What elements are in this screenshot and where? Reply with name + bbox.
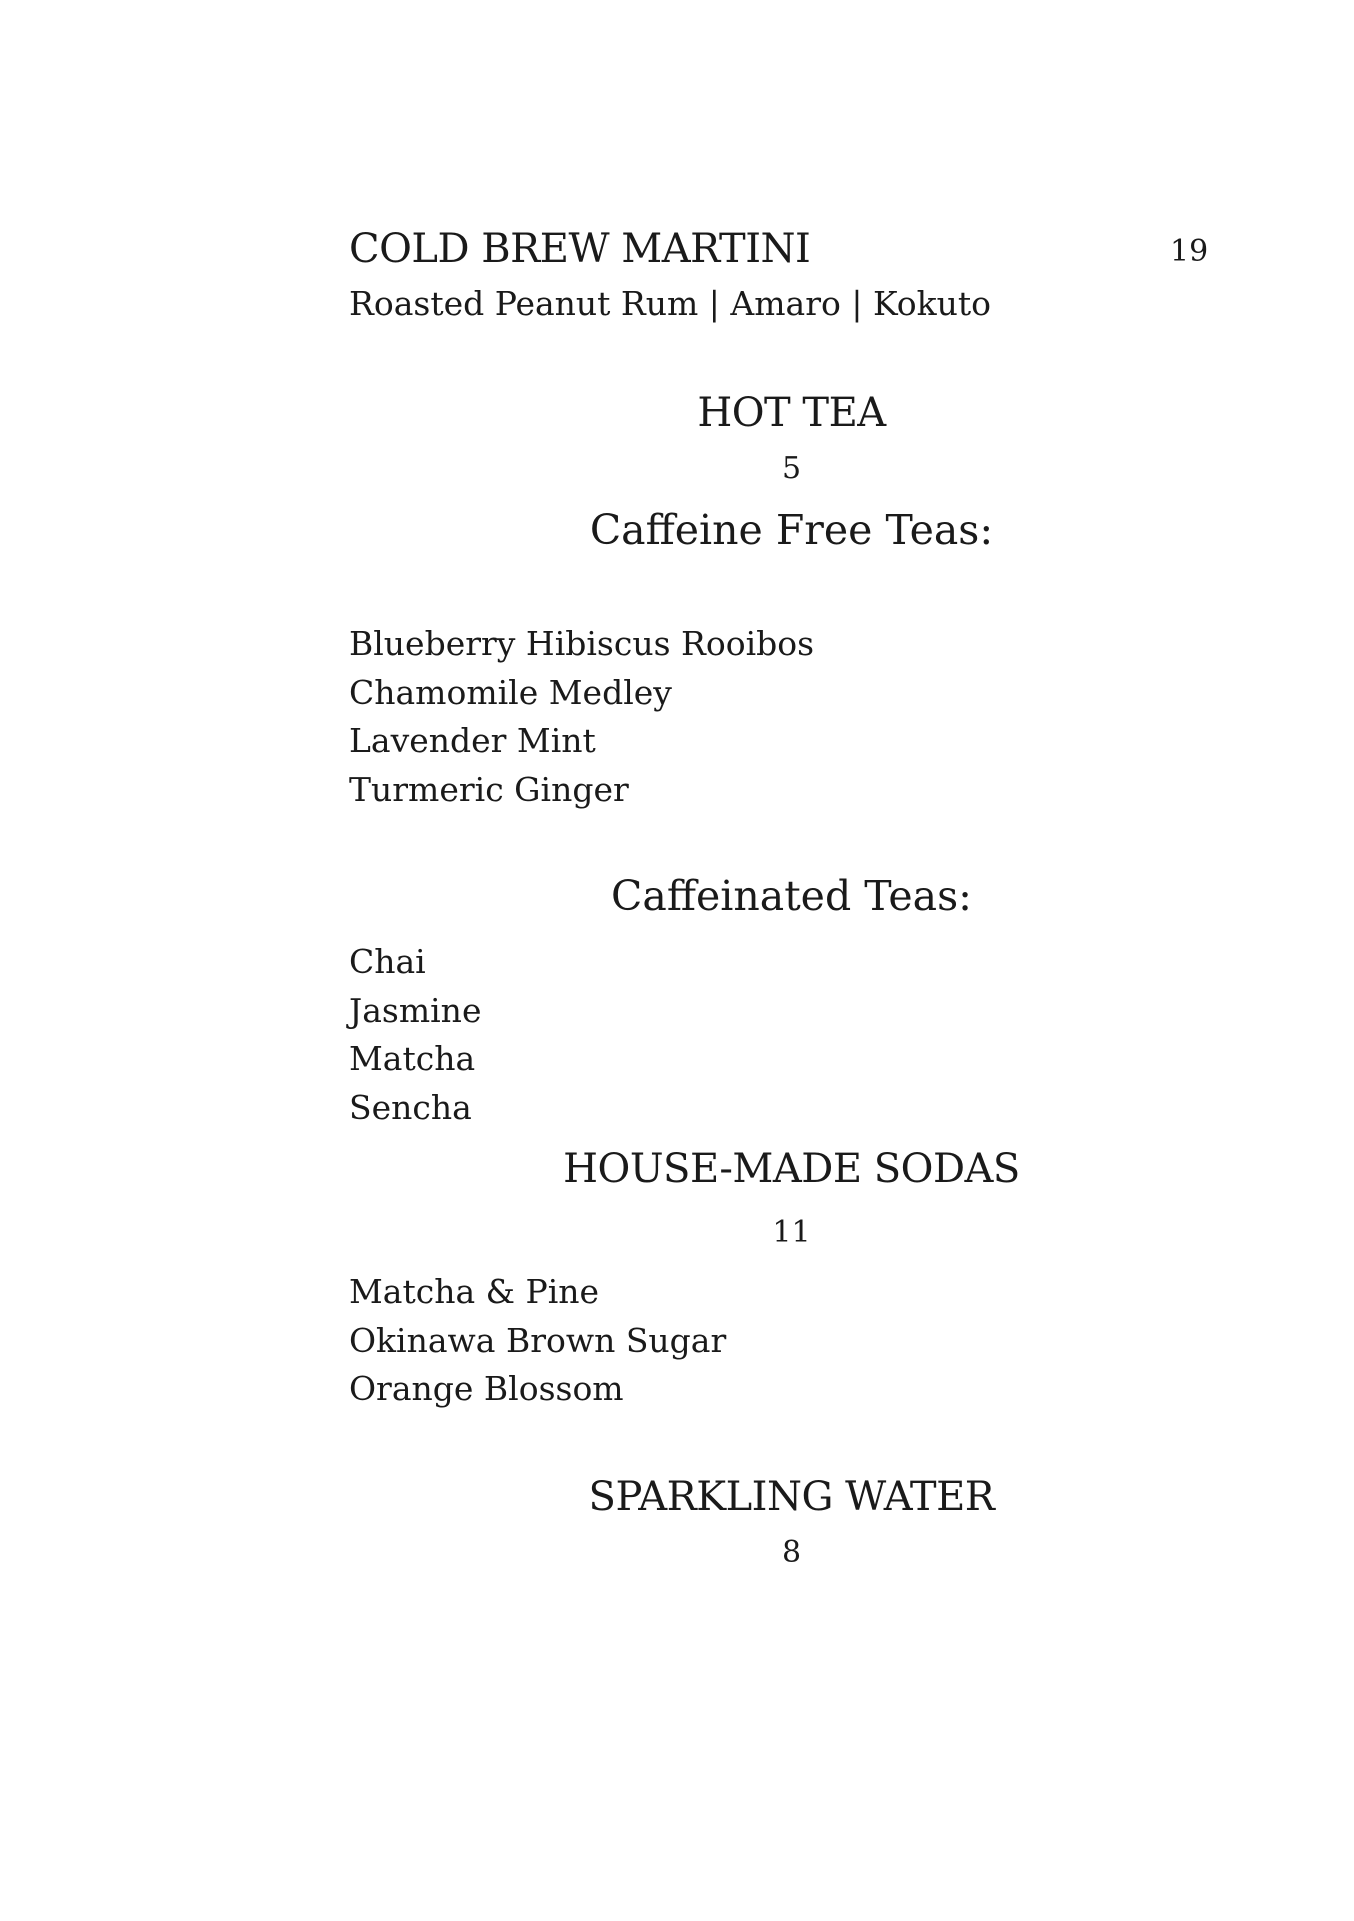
sparkling-price: 8: [781, 1535, 802, 1570]
martini-title: COLD BREW MARTINI: [349, 226, 811, 272]
list-item: Sencha: [349, 1087, 472, 1127]
list-item: Chamomile Medley: [349, 672, 672, 712]
sodas-price: 11: [772, 1215, 811, 1250]
caffeine-free-list: [349, 620, 814, 814]
list-item: Turmeric Ginger: [349, 769, 629, 809]
sodas-title: HOUSE-MADE SODAS: [563, 1146, 1020, 1192]
sodas-list: [349, 1268, 726, 1414]
list-item: Orange Blossom: [349, 1369, 624, 1408]
hot-tea-price: 5: [781, 451, 802, 486]
list-item: Blueberry Hibiscus Rooibos: [349, 624, 815, 663]
list-item: Matcha & Pine: [349, 1272, 600, 1311]
caffeinated-list: [349, 938, 481, 1132]
caffeine-free-heading: Caffeine Free Teas:: [589, 506, 994, 554]
list-item: Lavender Mint: [349, 721, 596, 760]
list-item: Chai: [349, 942, 426, 981]
hot-tea-title: HOT TEA: [697, 390, 886, 436]
martini-price: 19: [1170, 234, 1209, 269]
list-item: Matcha: [349, 1039, 476, 1078]
sparkling-title: SPARKLING WATER: [588, 1474, 995, 1520]
martini-ingredients: Roasted Peanut Rum | Amaro | Kokuto: [349, 284, 991, 323]
list-item: Jasmine: [349, 990, 482, 1030]
list-item: Okinawa Brown Sugar: [349, 1320, 727, 1360]
caffeinated-heading: Caffeinated Teas:: [611, 872, 972, 920]
